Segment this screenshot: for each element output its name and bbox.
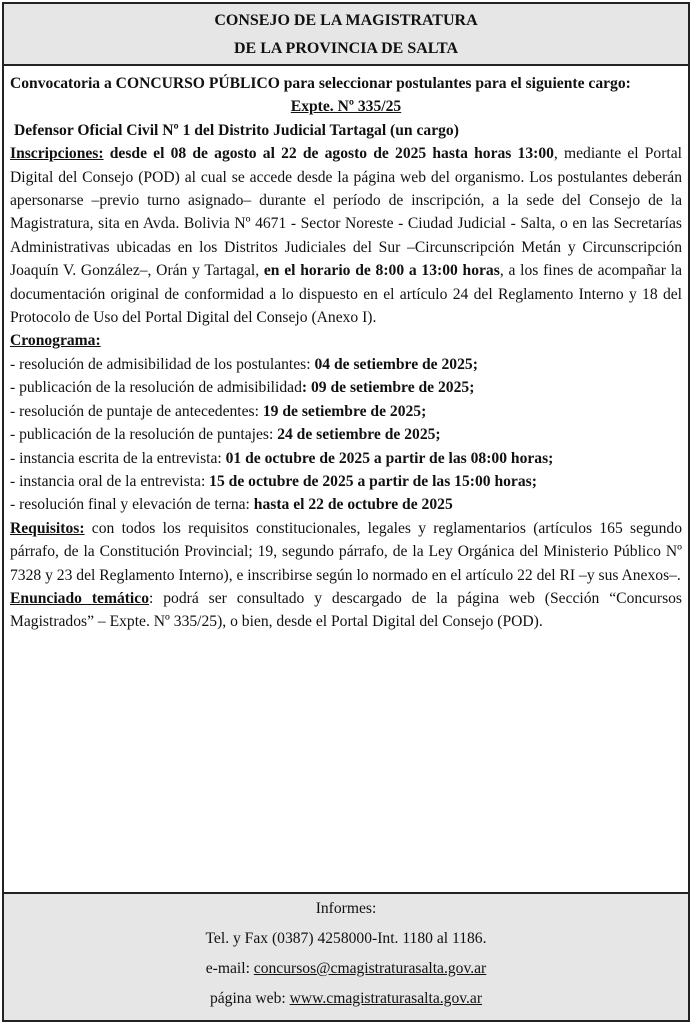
notice-frame <box>2 2 690 1022</box>
cronograma-item <box>10 423 682 446</box>
cronograma-item-date: 04 de setiembre de 2025; <box>314 355 478 373</box>
inscripciones-text-2: , a los fines de acompañar la documentación original de conformidad a lo dispuesto en el artículo 24 del Reglamento Interno y 18 del Protocolo de Uso del Portal Digital del Consejo (Anexo I). <box>10 262 682 327</box>
contact-footer <box>4 892 688 1020</box>
cronograma-item <box>10 447 682 470</box>
footer-phone: Tel. y Fax (0387) 4258000-Int. 1180 al 1186. <box>205 930 487 947</box>
cronograma-item-date: hasta el 22 de octubre de 2025 <box>253 496 453 514</box>
header-line-1: CONSEJO DE LA MAGISTRATURA <box>214 12 478 29</box>
cronograma-item-date: 15 de octubre de 2025 a partir de las 15:00 horas; <box>209 472 537 490</box>
enunciado-text: : podrá ser consultado y descargado de la página web (Sección “Concursos Magistrados” – Expte. Nº 335/25), o bien, desde el Portal Digital del Consejo (POD). <box>10 589 683 631</box>
website-link[interactable]: www.cmagistraturasalta.gov.ar <box>289 990 483 1007</box>
cronograma-item <box>10 470 682 493</box>
cronograma-item-text: - publicación de la resolución de admisibilidad <box>10 379 302 397</box>
cronograma-item-date: 01 de octubre de 2025 a partir de las 08:00 horas; <box>225 449 554 467</box>
enunciado-paragraph <box>10 587 682 634</box>
cronograma-item-text: - resolución final y elevación de terna: <box>10 496 254 514</box>
position-title: Defensor Oficial Civil Nº 1 del Distrito Judicial Tartagal (un cargo) <box>14 121 459 139</box>
enunciado-label: Enunciado temático <box>10 589 149 607</box>
email-link[interactable]: concursos@cmagistraturasalta.gov.ar <box>253 960 487 977</box>
inscripciones-hours: en el horario de 8:00 a 13:00 horas <box>263 262 500 280</box>
cronograma-list <box>10 353 682 517</box>
requisitos-text: con todos los requisitos constitucionales, legales y reglamentarios (artículos 165 segundo párrafo, de la Constitución Provincial; 19, segundo párrafo, de la Ley Orgánica del Ministerio Público Nº 7328 y 23 del Reglamento Interno), e inscribirse según lo normado en el artículo 22 del RI –y sus Anexos–. <box>10 519 682 584</box>
cronograma-item-date: : 09 de setiembre de 2025; <box>301 379 475 397</box>
inscripciones-label: Inscripciones: <box>10 145 104 163</box>
cronograma-item-text: - publicación de la resolución de puntajes: <box>10 426 278 444</box>
notice-body <box>4 66 688 634</box>
requisitos-label: Requisitos: <box>10 519 85 537</box>
cronograma-label: Cronograma: <box>10 332 101 350</box>
cronograma-item <box>10 493 682 516</box>
notice-header <box>4 4 688 66</box>
inscripciones-text-1: , mediante el Portal Digital del Consejo (POD) al cual se accede desde la página web del organismo. Los postulantes deberán apersonarse –previo turno asignado– durante el período de inscripción, a la sede del Consejo de la Magistratura, sita en Avda. Bolivia Nº 4671 - Sector Noreste - Ciudad Judicial - Salta, o en las Secretarías Administrativas ubicadas en los Distritos Judiciales del Sur –Circunscripción Metán y Circunscripción Joaquín V. González–, Orán y Tartagal, <box>10 145 683 280</box>
intro-text: Convocatoria a CONCURSO PÚBLICO para seleccionar postulantes para el siguiente cargo: <box>10 75 631 92</box>
footer-title: Informes: <box>315 900 377 917</box>
footer-email-line <box>4 954 688 984</box>
expediente-number: Expte. Nº 335/25 <box>290 98 402 116</box>
inscripciones-paragraph <box>10 142 682 329</box>
requisitos-paragraph <box>10 517 682 587</box>
footer-web-label: página web: <box>209 990 290 1007</box>
cronograma-item-date: 24 de setiembre de 2025; <box>277 426 441 444</box>
inscripciones-dates: desde el 08 de agosto al 22 de agosto de 2025 hasta horas 13:00 <box>103 145 554 163</box>
cronograma-item-text: - resolución de puntaje de antecedentes: <box>10 402 263 420</box>
header-line-2: DE LA PROVINCIA DE SALTA <box>233 40 459 57</box>
footer-web-line <box>4 984 688 1014</box>
cronograma-item-text: - resolución de admisibilidad de los postulantes: <box>10 355 315 373</box>
cronograma-item <box>10 353 682 376</box>
footer-email-label: e-mail: <box>205 960 254 977</box>
cronograma-item-text: - instancia oral de la entrevista: <box>10 472 210 490</box>
cronograma-item <box>10 400 682 423</box>
cronograma-item-text: - instancia escrita de la entrevista: <box>10 449 226 467</box>
cronograma-item-date: 19 de setiembre de 2025; <box>262 402 427 420</box>
cronograma-item <box>10 376 682 399</box>
